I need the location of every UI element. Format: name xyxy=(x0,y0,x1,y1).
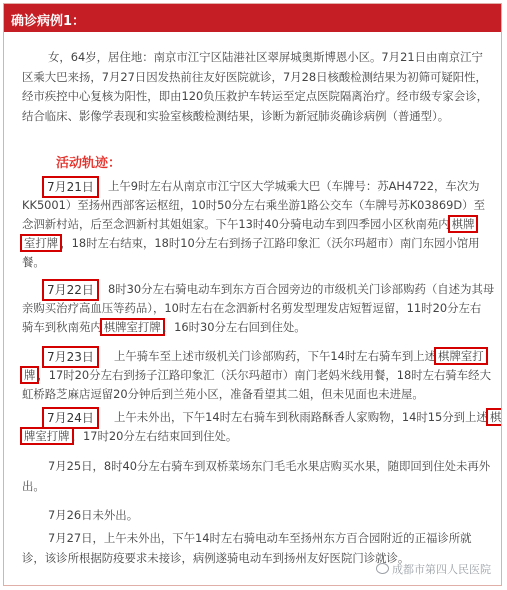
article-panel xyxy=(3,3,502,586)
jul23-line1-text: 上午骑车至上述市级机关门诊部购药，下午14时左右骑车到上述 xyxy=(114,349,437,363)
date-box-jul24: 7月24日 xyxy=(42,407,99,429)
jul24-line1-text: 上午未外出，下午14时左右骑车到秋雨路酥香人家购物，14时15分到上述 xyxy=(114,410,488,424)
case-title: 确诊病例1： xyxy=(11,14,86,29)
jul22-line2: 亲购买治疗高血压等药品），10时左右在念泗新村名剪发型理发店短暂逗留，11时20分左右 xyxy=(22,301,482,315)
watermark-text: 成都市第四人民医院 xyxy=(392,563,491,576)
jul21-line4-text: ，18时左右结束，18时10分左右到扬子江路印象汇（沃尔玛超市）南门东园小馆用 xyxy=(60,236,480,250)
case-intro: 女，64岁，居住地：南京市江宁区陆港社区翠屏城奥斯博恩小区。7月21日由南京江宁区乘大巴来扬，7月27日因发热前往友好医院就诊，7月28日核酸检测结果为初筛可疑阳性，经市疾控中心复核为阳性，即由120负压救护车转运至定点医院隔离治疗。经市级专家会诊，结合临床、影像学表现和实验室核酸检测结果，诊断为新冠肺炎确诊病例（普通型）。 xyxy=(22,50,488,123)
wechat-icon xyxy=(376,563,389,574)
jul22-line1: 8时30分左右骑电动车到东方百合园旁边的市级机关门诊部购药（自述为其母 xyxy=(108,282,495,296)
jul21-line3 xyxy=(22,215,476,235)
jul22-line3a: 骑车到秋南苑内 xyxy=(22,320,102,334)
highlight-box: 牌 xyxy=(20,366,39,384)
watermark xyxy=(376,561,491,577)
jul21-line1: 上午9时左右从南京市江宁区大学城乘大巴（车牌号：苏AH4722，车次为 xyxy=(108,179,480,193)
highlight-box: 棋牌室打 xyxy=(434,347,488,365)
jul23-line2-text: ，17时20分左右到扬子江路印象汇（沃尔玛超市）南门老妈米线用餐，18时左右骑车经大 xyxy=(37,368,491,382)
jul24-line1 xyxy=(114,408,502,428)
jul25-paragraph: 7月25日，8时40分左右骑车到双桥菜场东门毛毛水果店购买水果，随即回到住处未再外出。 xyxy=(22,459,491,493)
date-box-jul22: 7月22日 xyxy=(42,279,99,301)
case-header xyxy=(4,4,501,32)
section-title: 活动轨迹： xyxy=(56,156,122,171)
jul21-line5: 餐。 xyxy=(22,255,45,269)
jul24-line2-text: ，17时20分左右结束回到住处。 xyxy=(71,429,238,443)
jul22-line3 xyxy=(22,318,306,338)
jul23-line2 xyxy=(22,366,491,386)
jul21-line3-text: 念泗新村站，后至念泗新村其姐姐家。下午13时40分骑电动车到四季园小区秋南苑内 xyxy=(22,217,450,231)
highlight-box: 室打牌 xyxy=(20,234,62,252)
highlight-box: 棋牌 xyxy=(448,215,479,233)
date-box-jul23: 7月23日 xyxy=(42,346,99,368)
jul21-line2: KK5001）至扬州西部客运枢纽，10时50分左右乘坐游1路公交车（车牌号苏K03869D）至 xyxy=(22,198,485,212)
jul26-paragraph: 7月26日未外出。 xyxy=(48,508,139,522)
highlight-box: 牌室打牌 xyxy=(20,427,74,445)
jul23-line3: 虹桥路芝麻店逗留20分钟后到兰苑小区，准备看望其二姐，但未见面也未进屋。 xyxy=(22,387,424,401)
jul27-paragraph: 7月27日，上午未外出，下午14时左右骑电动车至扬州东方百合园附近的正福诊所就诊，该诊所根据防疫要求未接诊，病例遂骑电动车到扬州友好医院门诊就诊。 xyxy=(22,531,472,565)
jul21-line4 xyxy=(22,234,480,254)
jul22-line3b: ，16时30分左右回到住处。 xyxy=(162,320,306,334)
jul23-line1 xyxy=(114,347,486,367)
date-box-jul21: 7月21日 xyxy=(42,176,99,198)
highlight-box: 棋 xyxy=(486,408,502,426)
highlight-box: 棋牌室打牌 xyxy=(100,318,165,336)
jul24-line2 xyxy=(22,427,237,447)
